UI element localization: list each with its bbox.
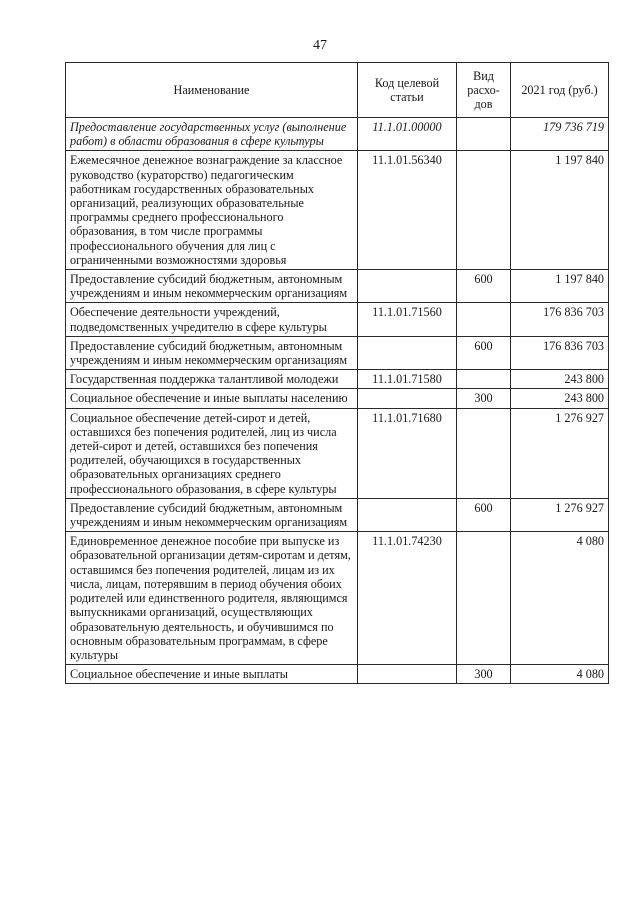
row-kind-cell (457, 303, 511, 336)
table-row (66, 532, 609, 665)
row-code-cell: 11.1.01.56340 (358, 151, 457, 270)
row-kind-cell: 600 (457, 270, 511, 303)
row-kind-cell (457, 408, 511, 498)
row-name-cell: Социальное обеспечение и иные выплаты (66, 665, 358, 684)
row-code-cell (358, 270, 457, 303)
table-row (66, 498, 609, 531)
table-body (66, 118, 609, 684)
row-kind-cell: 300 (457, 389, 511, 408)
row-kind-cell: 300 (457, 665, 511, 684)
row-kind-cell (457, 532, 511, 665)
row-code-cell: 11.1.01.00000 (358, 118, 457, 151)
row-code-cell: 11.1.01.74230 (358, 532, 457, 665)
table-header-row (66, 63, 609, 118)
row-kind-cell: 600 (457, 498, 511, 531)
budget-table (65, 62, 609, 684)
row-name-cell: Социальное обеспечение детей-сирот и детей, оставшихся без попечения родителей, лиц из числа детей-сирот и детей, оставшихся без попечения родителей, обучающихся в государственных образовательных организациях среднего профессионального образования, в сфере культуры (66, 408, 358, 498)
row-name-cell: Социальное обеспечение и иные выплаты населению (66, 389, 358, 408)
table-row (66, 118, 609, 151)
header-code: Код целевой статьи (358, 63, 457, 118)
row-amount-cell: 4 080 (511, 665, 609, 684)
row-amount-cell: 176 836 703 (511, 303, 609, 336)
row-amount-cell: 176 836 703 (511, 336, 609, 369)
row-code-cell (358, 665, 457, 684)
row-name-cell: Предоставление субсидий бюджетным, автономным учреждениям и иным некоммерческим организациям (66, 498, 358, 531)
row-code-cell (358, 336, 457, 369)
table-row (66, 270, 609, 303)
table-row (66, 389, 609, 408)
header-amount: 2021 год (руб.) (511, 63, 609, 118)
row-name-cell: Государственная поддержка талантливой молодежи (66, 370, 358, 389)
row-name-cell: Обеспечение деятельности учреждений, подведомственных учредителю в сфере культуры (66, 303, 358, 336)
row-code-cell (358, 498, 457, 531)
row-code-cell: 11.1.01.71560 (358, 303, 457, 336)
row-amount-cell: 1 276 927 (511, 498, 609, 531)
row-name-cell: Предоставление субсидий бюджетным, автономным учреждениям и иным некоммерческим организациям (66, 336, 358, 369)
row-amount-cell: 1 197 840 (511, 151, 609, 270)
header-kind: Вид расхо-дов (457, 63, 511, 118)
row-kind-cell (457, 118, 511, 151)
row-kind-cell (457, 370, 511, 389)
row-code-cell (358, 389, 457, 408)
header-name: Наименование (66, 63, 358, 118)
row-amount-cell: 4 080 (511, 532, 609, 665)
row-code-cell: 11.1.01.71580 (358, 370, 457, 389)
row-amount-cell: 243 800 (511, 370, 609, 389)
table-row (66, 408, 609, 498)
row-amount-cell: 1 276 927 (511, 408, 609, 498)
row-amount-cell: 1 197 840 (511, 270, 609, 303)
page-number: 47 (313, 38, 327, 53)
row-name-cell: Ежемесячное денежное вознаграждение за классное руководство (кураторство) педагогическим работникам государственных образовательных организаций, реализующих образовательные программы среднего профессионального образования, в том числе программы профессионального обучения для лиц с ограниченными возможностями здоровья (66, 151, 358, 270)
table-row (66, 665, 609, 684)
row-name-cell: Предоставление государственных услуг (выполнение работ) в области образования в сфере культуры (66, 118, 358, 151)
table-row (66, 303, 609, 336)
row-code-cell: 11.1.01.71680 (358, 408, 457, 498)
row-name-cell: Единовременное денежное пособие при выпуске из образовательной организации детям-сиротам и детям, оставшимся без попечения родителей, лицам из их числа, лицам, потерявшим в период обучения обоих родителей или единственного родителя, являющимся выпускниками организаций, осуществляющих образовательную деятельность, и обучившимся по основным образовательным программам, в сфере культуры (66, 532, 358, 665)
table-row (66, 336, 609, 369)
table-row (66, 370, 609, 389)
row-kind-cell: 600 (457, 336, 511, 369)
row-amount-cell: 179 736 719 (511, 118, 609, 151)
table-row (66, 151, 609, 270)
row-kind-cell (457, 151, 511, 270)
row-amount-cell: 243 800 (511, 389, 609, 408)
row-name-cell: Предоставление субсидий бюджетным, автономным учреждениям и иным некоммерческим организациям (66, 270, 358, 303)
